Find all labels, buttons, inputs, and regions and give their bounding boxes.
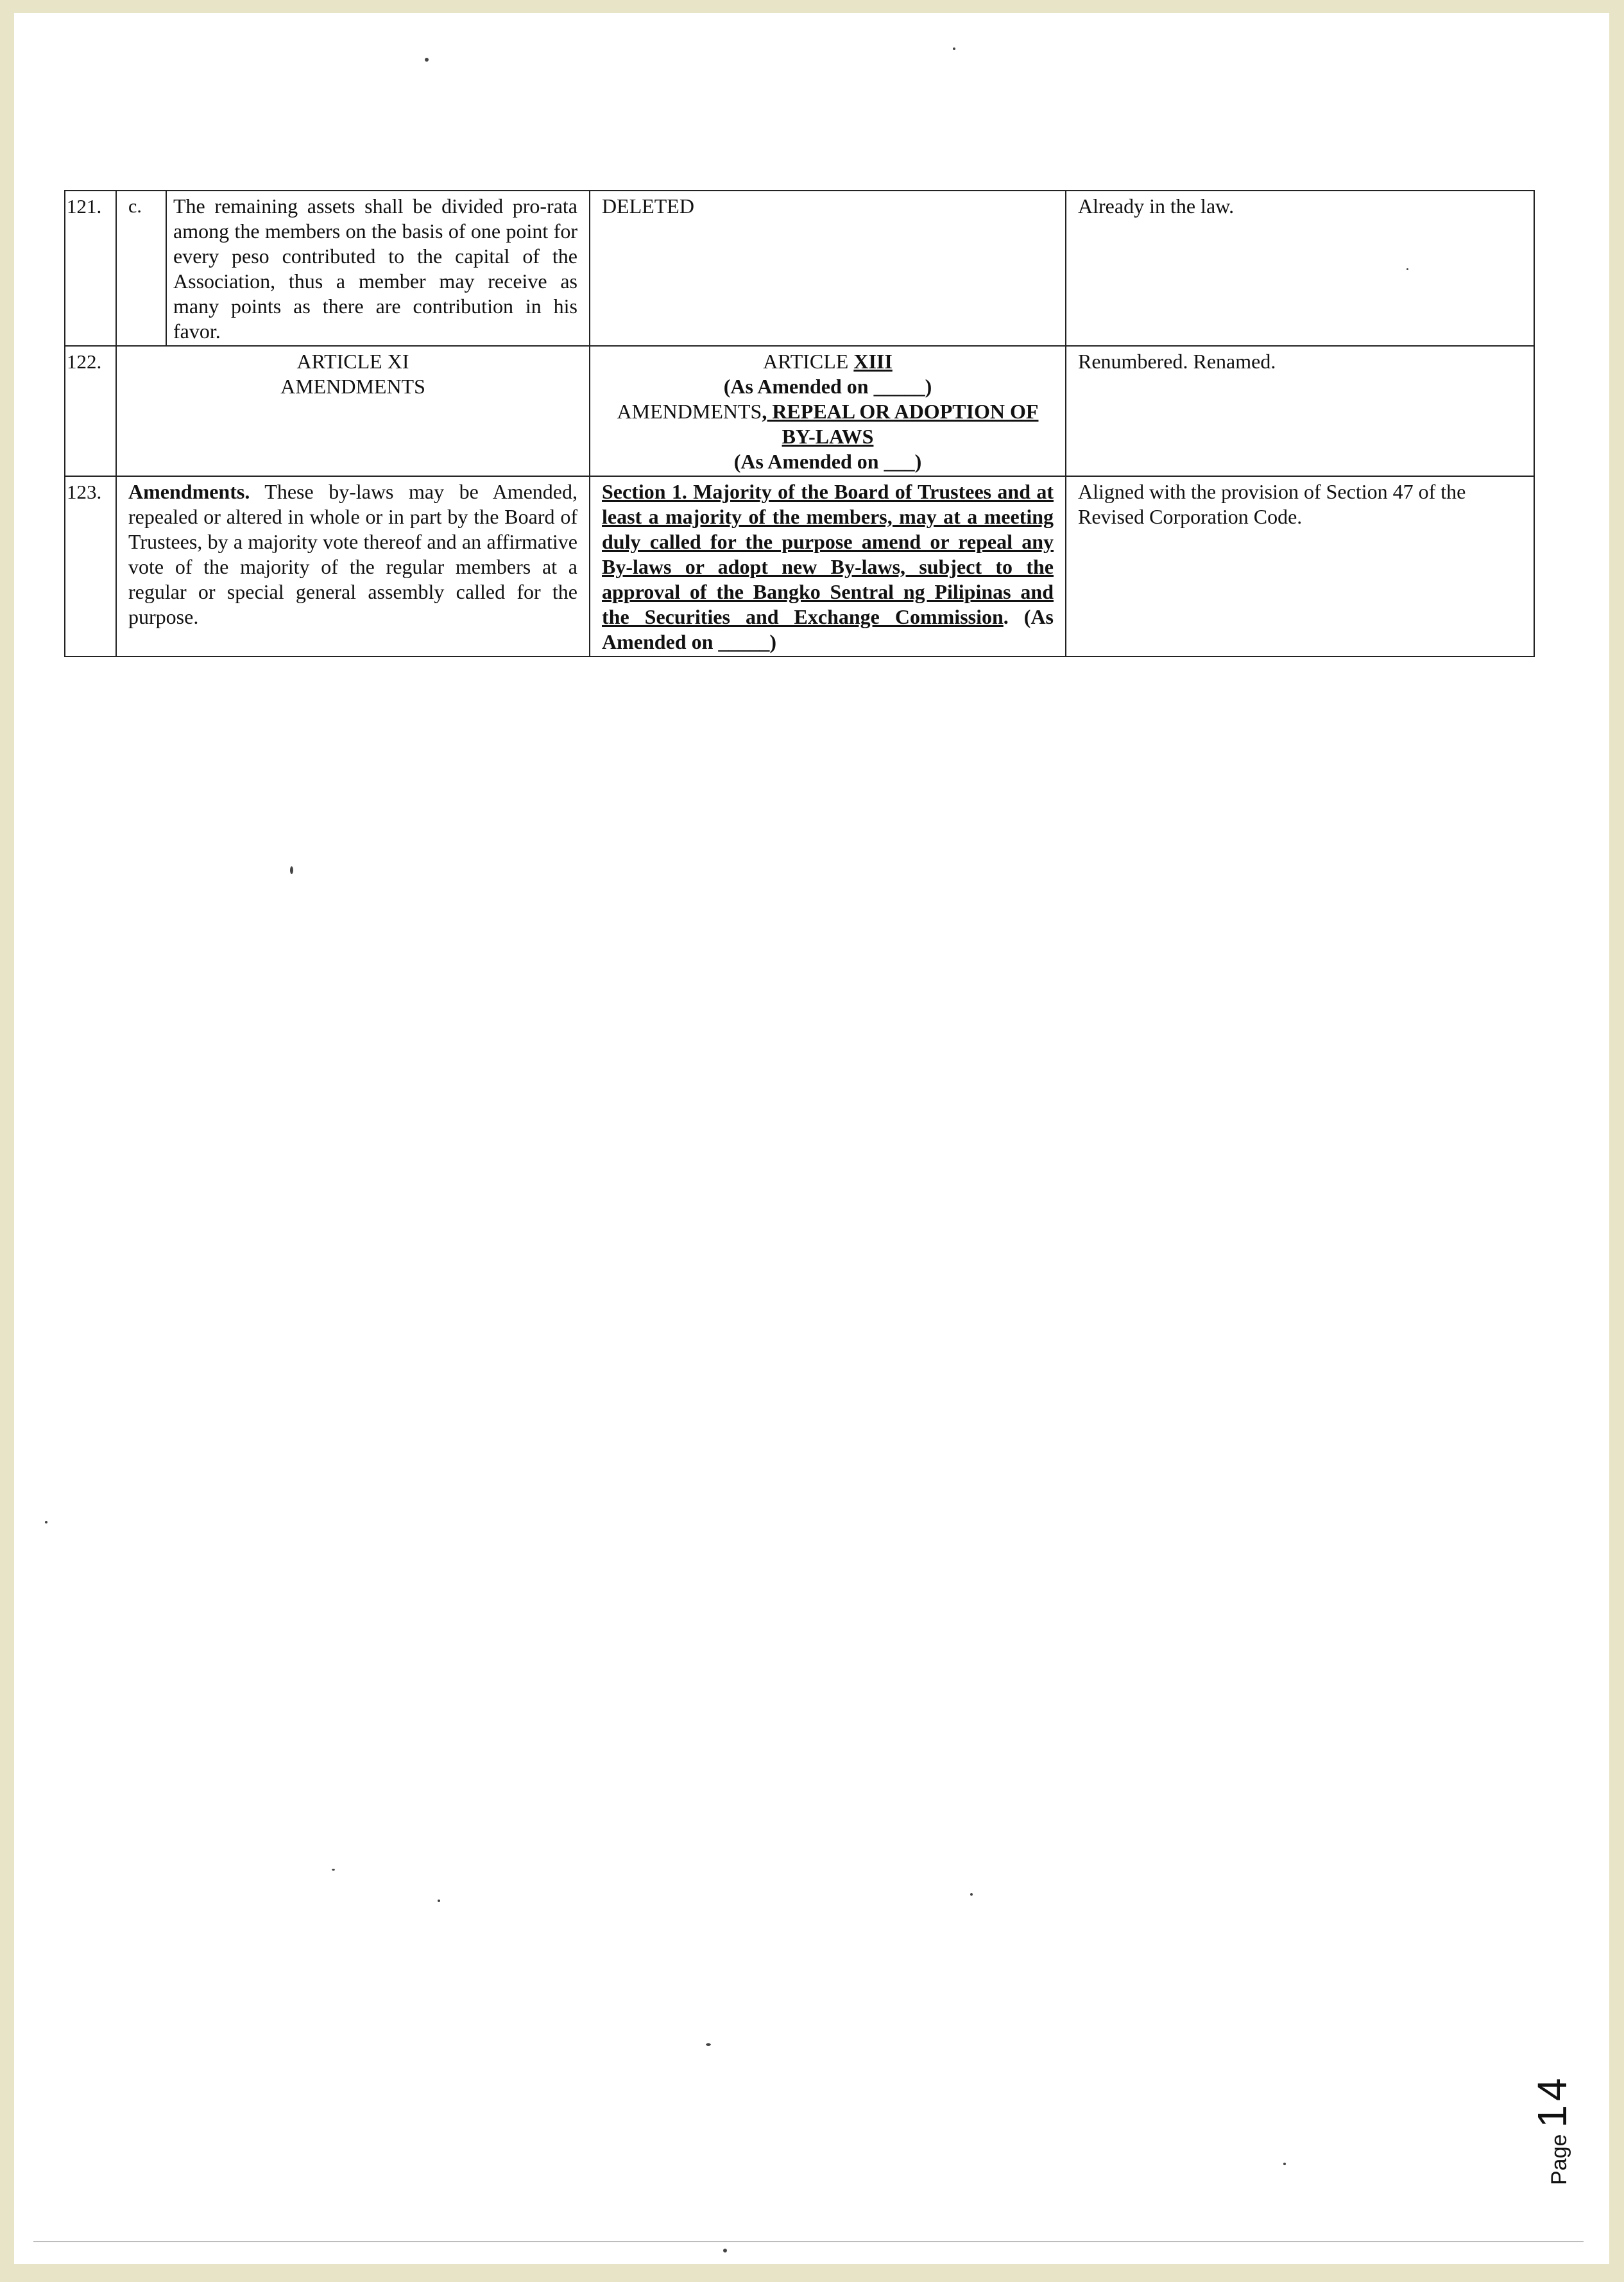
page-number-value: 14 <box>1529 2074 1575 2128</box>
scan-speck <box>706 2043 711 2046</box>
page-label: Page <box>1547 2134 1571 2185</box>
provision-heading: Amendments. <box>128 480 250 503</box>
table-row-122 <box>65 346 1534 476</box>
provision-text: These by-laws may be Amended, repealed or altered in whole or in part by the Board of Trustees, by a majority vote thereof and an affirmative vote of the majority of the regular members at a regular or special general assembly called for the purpose. <box>128 480 577 628</box>
page-number <box>1528 2074 1612 2185</box>
old-article-title: AMENDMENTS <box>280 375 425 398</box>
scan-speck <box>1283 2163 1286 2165</box>
old-provision-cell <box>116 346 590 476</box>
new-section-text: Section 1. Majority of the Board of Trustees and at least a majority of the members, may at a meeting duly called for the purpose amend or repeal any By-laws or adopt new By-laws, subject to the approval of the Bangko Sentral ng Pilipinas and the Securities and Exchange Commission <box>602 480 1054 628</box>
old-provision-cell <box>116 476 590 656</box>
table-row-121 <box>65 191 1534 346</box>
new-article-number: XIII <box>853 350 893 373</box>
scan-speck <box>290 866 293 874</box>
new-provision-cell <box>590 346 1066 476</box>
scan-speck <box>970 1893 973 1896</box>
amended-note: (As Amended on ___) <box>733 450 922 473</box>
new-article-heading: ARTICLE XIII <box>763 350 893 373</box>
added-title-text: , REPEAL OR ADOPTION OF BY-LAWS <box>762 400 1039 448</box>
new-article-title: AMENDMENTS, REPEAL OR ADOPTION OF BY-LAWS <box>617 400 1039 448</box>
remarks-cell: Aligned with the provision of Section 47 of the Revised Corporation Code. <box>1066 476 1534 656</box>
table-row-123 <box>65 476 1534 656</box>
row-number: 123. <box>65 476 116 656</box>
amended-note: (As Amended on _____) <box>723 375 932 398</box>
old-provision-cell: The remaining assets shall be divided pro-rata among the members on the basis of one point for every peso contributed to the capital of the Association, thus a member may receive as many points as there are contribution in his favor. <box>166 191 590 346</box>
scan-edge-line <box>33 2241 1584 2242</box>
scan-speck <box>1406 268 1408 270</box>
scan-speck <box>953 47 955 50</box>
remarks-cell: Renumbered. Renamed. <box>1066 346 1534 476</box>
scan-speck <box>425 58 429 62</box>
scan-speck <box>723 2249 727 2252</box>
scan-speck <box>438 1900 440 1902</box>
row-subitem: c. <box>116 191 166 346</box>
remarks-cell: Already in the law. <box>1066 191 1534 346</box>
scan-speck <box>332 1869 335 1871</box>
new-provision-cell <box>590 476 1066 656</box>
new-provision-cell: DELETED <box>590 191 1066 346</box>
document-page <box>14 13 1609 2264</box>
row-number: 122. <box>65 346 116 476</box>
row-number: 121. <box>65 191 116 346</box>
amendments-table <box>64 190 1535 657</box>
old-article-heading: ARTICLE XI <box>296 350 409 373</box>
amended-note: . (As Amended on _____) <box>602 605 1054 653</box>
scan-speck <box>45 1521 47 1523</box>
